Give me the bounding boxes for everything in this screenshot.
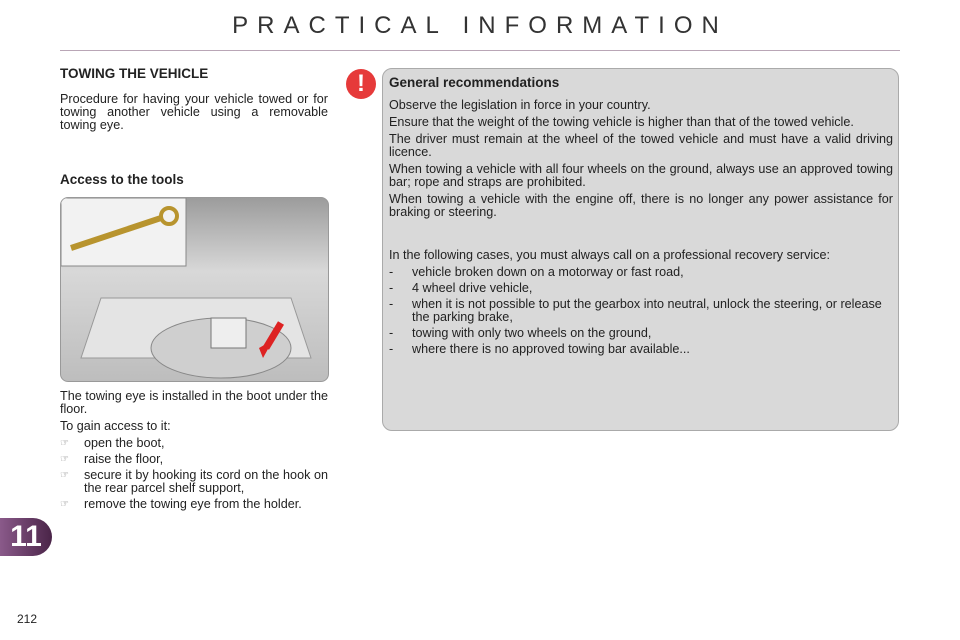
case-item: - 4 wheel drive vehicle, <box>389 281 533 295</box>
case-item: - vehicle broken down on a motorway or fast road, <box>389 265 684 279</box>
case-text: 4 wheel drive vehicle, <box>412 281 533 295</box>
case-text: when it is not possible to put the gearbox into neutral, unlock the steering, or release the parking brake, <box>412 297 882 324</box>
step-item <box>60 453 328 466</box>
boot-illustration <box>60 197 329 382</box>
step-text: secure it by hooking its cord on the hook on the rear parcel shelf support, <box>84 468 328 495</box>
page-number: 212 <box>17 612 38 626</box>
case-text: vehicle broken down on a motorway or fast road, <box>412 265 684 279</box>
paragraph: When towing a vehicle with all four wheels on the ground, always use an approved towing bar; rope and straps are prohibited. <box>389 162 893 189</box>
step-item <box>60 498 328 511</box>
boot-drawing <box>61 198 328 381</box>
chapter-tab: 11 <box>0 518 52 556</box>
step-text: open the boot, <box>84 436 165 450</box>
pointing-hand-icon: ☞ <box>60 438 69 449</box>
gain-access-text: To gain access to it: <box>60 419 171 433</box>
paragraph: The driver must remain at the wheel of the towed vehicle and must have a valid driving licence. <box>389 132 893 159</box>
warning-icon: ! <box>346 69 376 99</box>
recommendations-box <box>382 68 899 431</box>
section-heading: TOWING THE VEHICLE <box>60 66 209 81</box>
case-item: - when it is not possible to put the gearbox into neutral, unlock the steering, or release the parking brake, <box>389 298 893 324</box>
box-heading: General recommendations <box>389 75 560 90</box>
location-text: The towing eye is installed in the boot under the floor. <box>60 389 328 416</box>
step-item <box>60 437 328 450</box>
case-text: where there is no approved towing bar available... <box>412 342 690 356</box>
step-text: remove the towing eye from the holder. <box>84 497 302 511</box>
intro-text: Procedure for having your vehicle towed or for towing another vehicle using a removable towing eye. <box>60 92 328 132</box>
paragraph: Ensure that the weight of the towing vehicle is higher than that of the towed vehicle. <box>389 115 854 129</box>
cases-intro: In the following cases, you must always call on a professional recovery service: <box>389 248 830 262</box>
header-divider <box>60 50 900 51</box>
step-item <box>60 469 328 495</box>
case-item: - towing with only two wheels on the ground, <box>389 326 652 340</box>
left-column <box>60 66 328 187</box>
pointing-hand-icon: ☞ <box>60 454 69 465</box>
access-instructions <box>60 390 328 514</box>
pointing-hand-icon: ☞ <box>60 499 69 510</box>
case-item: - where there is no approved towing bar available... <box>389 342 690 356</box>
sub-heading: Access to the tools <box>60 172 184 187</box>
paragraph: When towing a vehicle with the engine off, there is no longer any power assistance for braking or steering. <box>389 192 893 219</box>
pointing-hand-icon: ☞ <box>60 470 69 481</box>
case-text: towing with only two wheels on the ground, <box>412 326 652 340</box>
paragraph: Observe the legislation in force in your country. <box>389 98 651 112</box>
step-text: raise the floor, <box>84 452 164 466</box>
page-title: PRACTICAL INFORMATION <box>232 12 728 39</box>
